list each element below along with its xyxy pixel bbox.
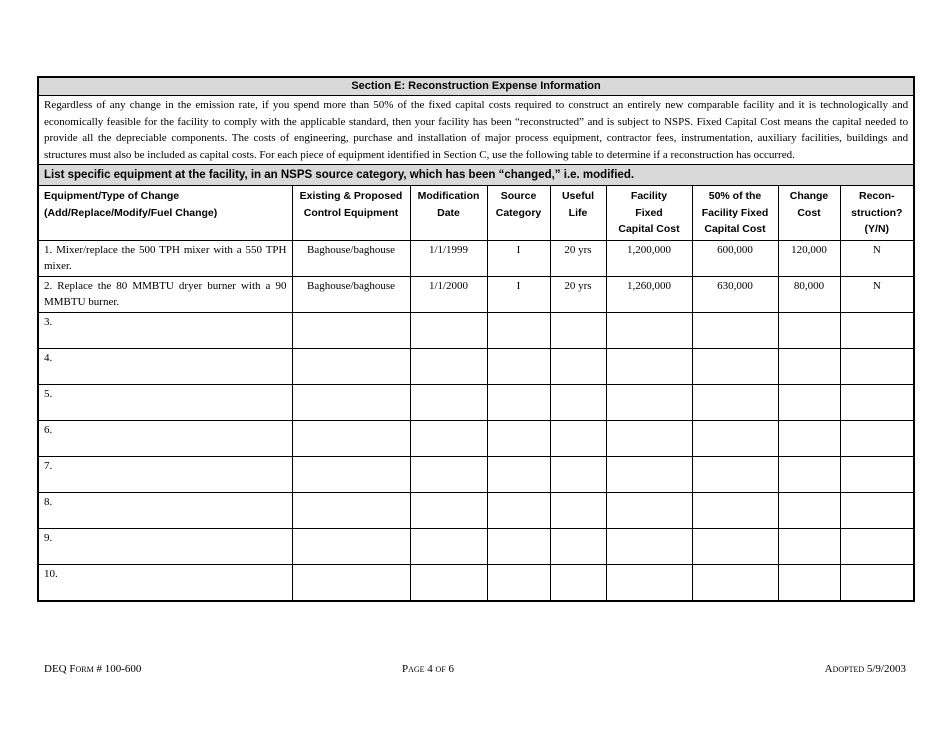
cell-recon[interactable]: N — [840, 240, 914, 276]
col-change-cost: Change Cost — [778, 186, 840, 241]
cell-desc[interactable]: 8. — [38, 492, 292, 528]
col-control: Existing & Proposed Control Equipment — [292, 186, 410, 241]
table-row — [38, 492, 914, 528]
cell-fixed[interactable] — [606, 456, 692, 492]
cell-life[interactable]: 20 yrs — [550, 240, 606, 276]
table-row — [38, 564, 914, 601]
cell-fixed[interactable] — [606, 384, 692, 420]
cell-half[interactable] — [692, 420, 778, 456]
cell-recon[interactable] — [840, 528, 914, 564]
cell-category[interactable] — [487, 348, 550, 384]
table-row — [38, 276, 914, 312]
cell-life[interactable] — [550, 384, 606, 420]
cell-change[interactable] — [778, 492, 840, 528]
cell-desc[interactable]: 7. — [38, 456, 292, 492]
col-fixed-cost: Facility Fixed Capital Cost — [606, 186, 692, 241]
cell-control[interactable] — [292, 348, 410, 384]
cell-fixed[interactable]: 1,200,000 — [606, 240, 692, 276]
cell-category[interactable]: I — [487, 240, 550, 276]
cell-control[interactable] — [292, 312, 410, 348]
cell-half[interactable] — [692, 312, 778, 348]
cell-fixed[interactable]: 1,260,000 — [606, 276, 692, 312]
col-half-cost: 50% of the Facility Fixed Capital Cost — [692, 186, 778, 241]
cell-recon[interactable]: N — [840, 276, 914, 312]
cell-control[interactable] — [292, 564, 410, 601]
cell-category[interactable] — [487, 420, 550, 456]
cell-change[interactable] — [778, 312, 840, 348]
cell-control[interactable] — [292, 420, 410, 456]
cell-fixed[interactable] — [606, 528, 692, 564]
cell-date[interactable] — [410, 564, 487, 601]
cell-desc[interactable]: 1. Mixer/replace the 500 TPH mixer with a 550 TPH mixer. — [38, 240, 292, 276]
cell-half[interactable] — [692, 528, 778, 564]
cell-half[interactable]: 600,000 — [692, 240, 778, 276]
cell-half[interactable] — [692, 456, 778, 492]
cell-recon[interactable] — [840, 384, 914, 420]
cell-category[interactable] — [487, 456, 550, 492]
table-row — [38, 456, 914, 492]
cell-category[interactable] — [487, 528, 550, 564]
footer-adopted-date: Adopted 5/9/2003 — [824, 663, 906, 675]
section-title: Section E: Reconstruction Expense Information — [38, 77, 914, 96]
cell-life[interactable] — [550, 492, 606, 528]
cell-fixed[interactable] — [606, 492, 692, 528]
cell-desc[interactable]: 9. — [38, 528, 292, 564]
cell-desc[interactable]: 10. — [38, 564, 292, 601]
cell-life[interactable] — [550, 528, 606, 564]
col-reconstruction: Recon- struction? (Y/N) — [840, 186, 914, 241]
cell-fixed[interactable] — [606, 564, 692, 601]
cell-desc[interactable]: 2. Replace the 80 MMBTU dryer burner with a 90 MMBTU burner. — [38, 276, 292, 312]
cell-date[interactable] — [410, 528, 487, 564]
cell-change[interactable] — [778, 420, 840, 456]
cell-control[interactable] — [292, 456, 410, 492]
col-equipment: Equipment/Type of Change (Add/Replace/Modify/Fuel Change) — [38, 186, 292, 241]
cell-half[interactable] — [692, 348, 778, 384]
cell-category[interactable] — [487, 564, 550, 601]
footer-form-number: DEQ Form # 100-600 — [44, 663, 142, 675]
cell-date[interactable]: 1/1/2000 — [410, 276, 487, 312]
cell-life[interactable] — [550, 312, 606, 348]
cell-control[interactable]: Baghouse/baghouse — [292, 276, 410, 312]
cell-change[interactable] — [778, 384, 840, 420]
section-intro: Regardless of any change in the emission rate, if you spend more than 50% of the fixed capital costs required to construct an entirely new comparable facility and it is technologically and economically feasible for the facility to comply with the applicable standard, then your facility has been “reconstructed” and is subject to NSPS. Fixed Capital Cost means the capital needed to provide all the depreciable components. The costs of engineering, purchase and installation of major process equipment, contractor fees, instrumentation, auxiliary facilities, buildings and structures must also be included as capital costs. For each piece of equipment identified in Section C, use the following table to determine if a reconstruction has occurred. — [38, 96, 914, 165]
cell-life[interactable]: 20 yrs — [550, 276, 606, 312]
cell-category[interactable] — [487, 312, 550, 348]
column-header-row — [38, 186, 914, 241]
cell-recon[interactable] — [840, 348, 914, 384]
cell-desc[interactable]: 3. — [38, 312, 292, 348]
cell-life[interactable] — [550, 420, 606, 456]
col-category: Source Category — [487, 186, 550, 241]
cell-change[interactable] — [778, 528, 840, 564]
cell-category[interactable] — [487, 384, 550, 420]
equipment-rows — [38, 240, 914, 601]
cell-recon[interactable] — [840, 492, 914, 528]
cell-recon[interactable] — [840, 420, 914, 456]
section-e-table — [37, 76, 915, 602]
cell-desc[interactable]: 5. — [38, 384, 292, 420]
table-row — [38, 528, 914, 564]
cell-half[interactable] — [692, 564, 778, 601]
cell-date[interactable] — [410, 312, 487, 348]
col-date: Modification Date — [410, 186, 487, 241]
col-life: Useful Life — [550, 186, 606, 241]
cell-half[interactable] — [692, 492, 778, 528]
cell-change[interactable] — [778, 564, 840, 601]
cell-half[interactable]: 630,000 — [692, 276, 778, 312]
table-row — [38, 240, 914, 276]
table-row — [38, 348, 914, 384]
table-row — [38, 384, 914, 420]
cell-date[interactable] — [410, 348, 487, 384]
cell-category[interactable] — [487, 492, 550, 528]
cell-recon[interactable] — [840, 456, 914, 492]
cell-life[interactable] — [550, 456, 606, 492]
cell-fixed[interactable] — [606, 420, 692, 456]
cell-recon[interactable] — [840, 312, 914, 348]
reconstruction-form — [37, 76, 913, 602]
cell-control[interactable] — [292, 528, 410, 564]
cell-control[interactable] — [292, 492, 410, 528]
cell-date[interactable]: 1/1/1999 — [410, 240, 487, 276]
cell-life[interactable] — [550, 348, 606, 384]
cell-desc[interactable]: 4. — [38, 348, 292, 384]
cell-date[interactable] — [410, 456, 487, 492]
cell-change[interactable] — [778, 348, 840, 384]
footer-page-number: Page 4 of 6 — [402, 663, 455, 675]
cell-category[interactable]: I — [487, 276, 550, 312]
cell-change[interactable]: 120,000 — [778, 240, 840, 276]
table-row — [38, 420, 914, 456]
cell-half[interactable] — [692, 384, 778, 420]
cell-change[interactable]: 80,000 — [778, 276, 840, 312]
list-header: List specific equipment at the facility, in an NSPS source category, which has been “changed,” i.e. modified. — [38, 165, 914, 186]
cell-control[interactable]: Baghouse/baghouse — [292, 240, 410, 276]
cell-fixed[interactable] — [606, 348, 692, 384]
cell-date[interactable] — [410, 492, 487, 528]
cell-fixed[interactable] — [606, 312, 692, 348]
cell-recon[interactable] — [840, 564, 914, 601]
cell-date[interactable] — [410, 384, 487, 420]
table-row — [38, 312, 914, 348]
cell-control[interactable] — [292, 384, 410, 420]
cell-desc[interactable]: 6. — [38, 420, 292, 456]
cell-change[interactable] — [778, 456, 840, 492]
cell-life[interactable] — [550, 564, 606, 601]
cell-date[interactable] — [410, 420, 487, 456]
